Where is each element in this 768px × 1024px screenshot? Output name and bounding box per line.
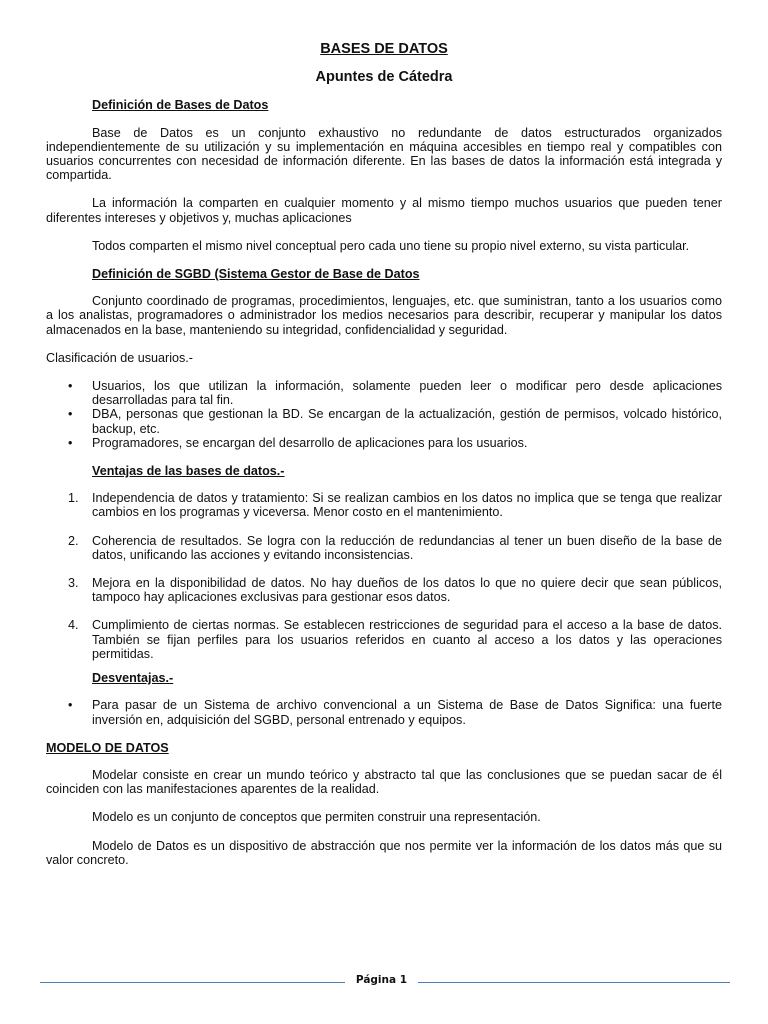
list-item-text: Usuarios, los que utilizan la información, solamente pueden leer o modificar pero desde aplicaciones desarrolladas para tal fin.	[92, 379, 722, 408]
list-item-text: Mejora en la disponibilidad de datos. No hay dueños de los datos lo que no quiere decir que sean públicos, tampoco hay aplicaciones exclusivas para gestionar esos datos.	[92, 576, 722, 605]
list-item-text: Para pasar de un Sistema de archivo convencional a un Sistema de Base de Datos Significa: una fuerte inversión en, adquisición del SGBD, personal entrenado y equipos.	[92, 698, 722, 727]
list-item-text: Programadores, se encargan del desarrollo de aplicaciones para los usuarios.	[92, 435, 528, 450]
list-item	[46, 436, 722, 450]
list-number: 2.	[68, 533, 79, 548]
footer-rule-left	[40, 982, 345, 983]
paragraph-clasificacion-usuarios: Clasificación de usuarios.-	[46, 350, 193, 365]
page-number: Página 1	[355, 974, 408, 986]
footer-rule-right	[418, 982, 730, 983]
list-item-text: Independencia de datos y tratamiento: Si se realizan cambios en los datos no implica que se tenga que realizar cambios en los programas y viceversa. Menor costo en el mantenimiento.	[92, 491, 722, 520]
document-subtitle: Apuntes de Cátedra	[315, 69, 453, 86]
document-body	[46, 42, 722, 881]
list-item	[46, 618, 722, 661]
list-number: 1.	[68, 491, 79, 506]
list-item	[46, 379, 722, 407]
heading-desventajas: Desventajas.-	[92, 671, 174, 686]
bullet-icon: •	[68, 407, 73, 422]
list-item-text: Cumplimiento de ciertas normas. Se establecen restricciones de seguridad para el acceso a la base de datos. También se fijan perfiles para los usuarios referidos en cuanto al acceso a los datos y las operaciones permitidas.	[92, 618, 722, 661]
bullet-icon: •	[68, 379, 73, 394]
list-number: 3.	[68, 576, 79, 591]
page-footer	[40, 974, 730, 990]
paragraph-informacion-compartida: La información la comparten en cualquier momento y al mismo tiempo muchos usuarios que pueden tener diferentes intereses y objetivos y, muchas aplicaciones	[46, 196, 722, 225]
paragraph-modelo-de-datos: Modelo de Datos es un dispositivo de abstracción que nos permite ver la información de los datos más que su valor concreto.	[46, 838, 722, 867]
document-title: BASES DE DATOS	[320, 41, 448, 57]
list-item	[46, 576, 722, 604]
heading-modelo-de-datos: MODELO DE DATOS	[46, 740, 169, 755]
paragraph-modelar: Modelar consiste en crear un mundo teórico y abstracto tal que las conclusiones que se puedan sacar de él coinciden con las manifestaciones aparentes de la realidad.	[46, 767, 722, 797]
desventajas-list	[46, 698, 722, 726]
paragraph-definicion-bd: Base de Datos es un conjunto exhaustivo no redundante de datos estructurados organizados independientemente de su utilización y su implementación en máquina accesibles en tiempo real y compatibles con usuarios concurrentes con necesidad de información diferente. En las bases de datos la información está integrada y compartida.	[46, 125, 722, 183]
list-item	[46, 534, 722, 562]
list-item	[46, 407, 722, 435]
list-item	[46, 491, 722, 519]
heading-ventajas: Ventajas de las bases de datos.-	[92, 464, 285, 479]
paragraph-modelo: Modelo es un conjunto de conceptos que permiten construir una representación.	[92, 810, 541, 825]
paragraph-definicion-sgbd: Conjunto coordinado de programas, procedimientos, lenguajes, etc. que suministran, tanto a los usuarios como a los analistas, programadores o administrador los medios necesarios para describir, recuperar y manipular los datos almacenados en la base, manteniendo su integridad, confidencialidad y seguridad.	[46, 294, 722, 337]
paragraph-nivel-conceptual: Todos comparten el mismo nivel conceptual pero cada uno tiene su propio nivel externo, su vista particular.	[92, 238, 690, 253]
list-item	[46, 698, 722, 726]
bullet-icon: •	[68, 435, 73, 450]
heading-definicion-sgbd: Definición de SGBD (Sistema Gestor de Base de Datos	[92, 267, 420, 282]
list-number: 4.	[68, 618, 79, 633]
list-item-text: Coherencia de resultados. Se logra con la reducción de redundancias al tener un buen diseño de la base de datos, unificando las acciones y evitando inconsistencias.	[92, 533, 722, 562]
heading-definicion-bd: Definición de Bases de Datos	[92, 98, 269, 113]
list-item-text: DBA, personas que gestionan la BD. Se encargan de la actualización, gestión de permisos, volcado histórico, backup, etc.	[92, 407, 722, 436]
bullet-icon: •	[68, 698, 73, 713]
ventajas-list	[46, 491, 722, 661]
users-list	[46, 379, 722, 450]
